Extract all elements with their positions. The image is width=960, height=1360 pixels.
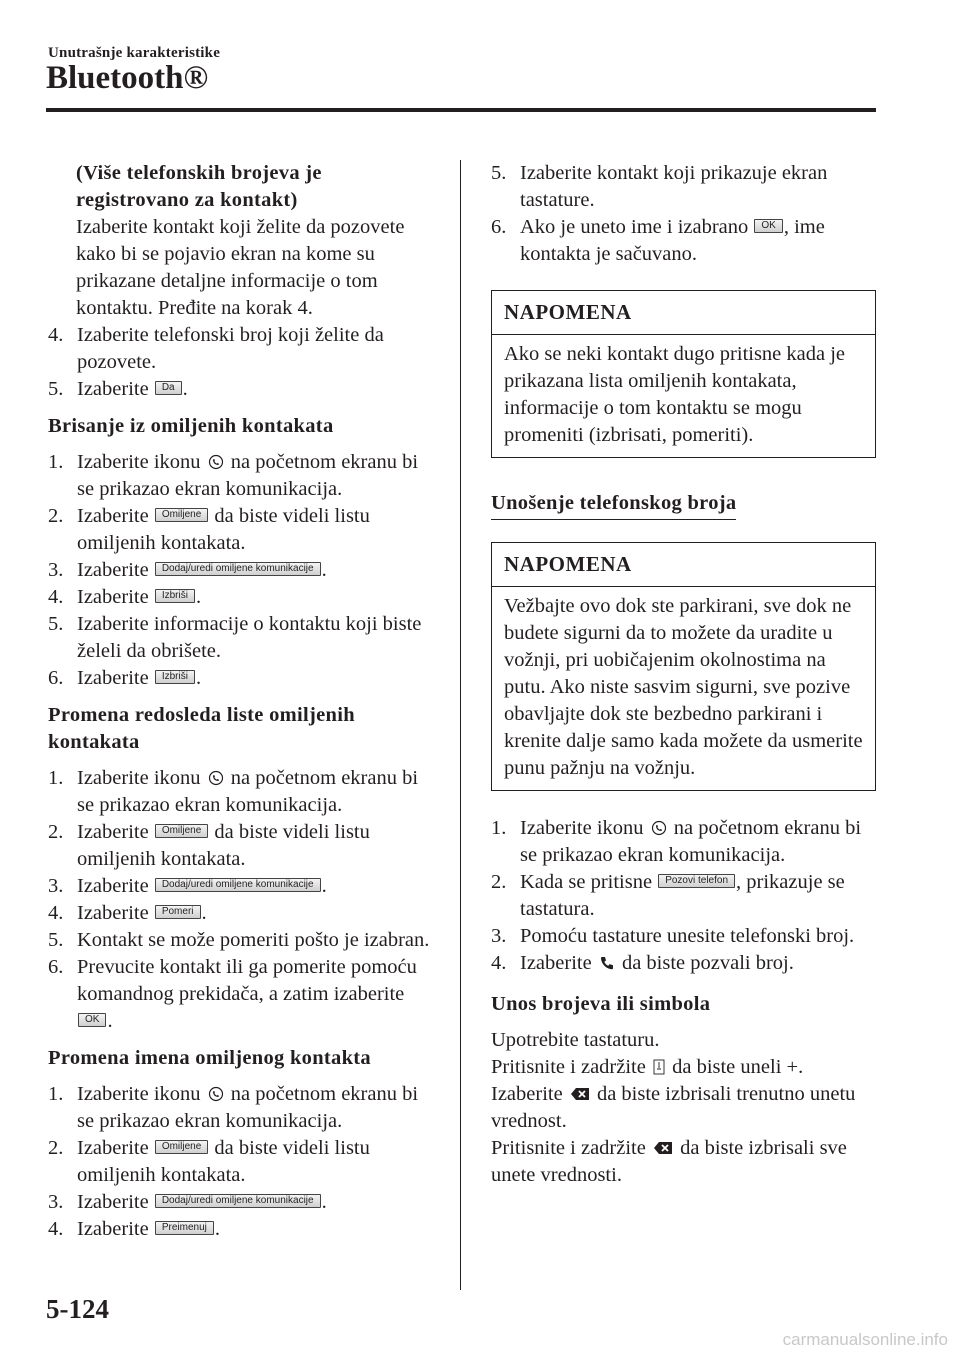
- phone-number-entry-heading: Unošenje telefonskog broja: [491, 490, 736, 520]
- note-title: NAPOMENA: [492, 291, 875, 335]
- list-item: [48, 376, 433, 403]
- multi-number-text: Izaberite kontakt koji želite da pozovete kako bi se pojavio ekran na kome su prikazane detaljne informacije o tom kontaktu. Pređite na korak 4.: [76, 216, 405, 319]
- step-text: .: [201, 902, 207, 924]
- list-item: [48, 1135, 433, 1189]
- list-item: [48, 873, 433, 900]
- phone-icon: [599, 955, 615, 971]
- ok-button[interactable]: OK: [78, 1013, 106, 1027]
- list-item: [48, 1216, 433, 1243]
- step-text: Izaberite: [520, 952, 592, 974]
- column-divider: [460, 160, 461, 1290]
- page-number: 5-124: [46, 1294, 109, 1324]
- step-text: Pomoću tastature unesite telefonski broj.: [520, 925, 855, 947]
- backspace-icon: [570, 1086, 590, 1102]
- step-number: 3.: [491, 925, 507, 947]
- step-text: .: [195, 586, 202, 608]
- step-text: Izaberite ikonu: [77, 767, 201, 789]
- step-text: .: [321, 1191, 327, 1213]
- list-item: [491, 869, 876, 923]
- list-item: [48, 1081, 433, 1135]
- move-button[interactable]: Pomeri: [155, 905, 201, 919]
- watermark: carmanualsonline.info: [782, 1330, 948, 1349]
- rename-favorite-heading: Promena imena omiljenog kontakta: [48, 1047, 371, 1069]
- note-title: NAPOMENA: [492, 543, 875, 587]
- favorites-button[interactable]: Omiljene: [155, 1140, 208, 1154]
- yes-button[interactable]: Da: [155, 381, 182, 395]
- communication-icon: [651, 820, 667, 836]
- step-text: Izaberite: [77, 1218, 149, 1240]
- step-number: 2.: [48, 821, 64, 843]
- delete-button[interactable]: Izbriši: [155, 670, 195, 684]
- step-text: Izaberite ikonu: [77, 451, 201, 473]
- step-text: Prevucite kontakt ili ga pomerite pomoću komandnog prekidača, a zatim izaberite: [77, 956, 417, 1005]
- step-number: 3.: [48, 559, 64, 581]
- step-text: da biste pozvali broj.: [621, 952, 794, 974]
- list-item: [48, 584, 433, 611]
- symbols-text: [491, 1135, 876, 1189]
- step-text: Izaberite: [77, 1191, 149, 1213]
- left-column: [48, 160, 433, 1243]
- step-text: .: [107, 1010, 113, 1032]
- step-number: 4.: [48, 1218, 64, 1240]
- step-text: Izaberite ikonu: [520, 817, 644, 839]
- list-item: [491, 950, 876, 977]
- favorites-button[interactable]: Omiljene: [155, 508, 208, 522]
- symbols-text: [491, 1054, 876, 1081]
- list-item: [48, 900, 433, 927]
- step-text: da biste videli listu omiljenih kontakata.: [77, 1137, 370, 1186]
- communication-icon: [208, 770, 224, 786]
- communication-icon: [208, 454, 224, 470]
- step-text: na početnom ekranu bi se prikazao ekran komunikacija.: [77, 767, 419, 816]
- step-number: 3.: [48, 1191, 64, 1213]
- step-number: 5.: [491, 162, 507, 184]
- list-item: [48, 954, 433, 1035]
- list-item: [48, 765, 433, 819]
- step-text: Kada se pritisne: [520, 871, 653, 893]
- step-number: 4.: [48, 324, 64, 346]
- step-number: 2.: [48, 505, 64, 527]
- multi-number-steps: [48, 322, 433, 403]
- section-label: Unutrašnje karakteristike: [48, 45, 221, 61]
- list-item: [48, 449, 433, 503]
- symbols-text: Upotrebite tastaturu.: [491, 1029, 660, 1051]
- step-text: Izaberite: [77, 1137, 149, 1159]
- step-text: Izaberite informacije o kontaktu koji biste želeli da obrišete.: [77, 613, 422, 662]
- symbols-heading: Unos brojeva ili simbola: [491, 993, 711, 1015]
- step-number: 3.: [48, 875, 64, 897]
- step-number: 5.: [48, 613, 64, 635]
- right-column: [491, 160, 876, 1189]
- header-rule: [46, 108, 876, 112]
- step-text: da biste videli listu omiljenih kontakata.: [77, 505, 370, 554]
- step-text: Izaberite telefonski broj koji želite da pozovete.: [77, 324, 384, 373]
- step-text: .: [182, 378, 188, 400]
- step-number: 6.: [491, 216, 507, 238]
- step-text: Izaberite: [77, 559, 149, 581]
- note-text: Vežbajte ovo dok ste parkirani, sve dok ne budete sigurni da to možete da uradite u vožnji, pri uobičajenim okolnostima na putu. Ako niste sasvim sigurni, sve pozive obavljajte dok ste bezbedno parkirani i krenite dalje samo kada možete da usmerite punu pažnju na vožnju.: [504, 595, 863, 779]
- step-text: .: [321, 875, 327, 897]
- step-number: 4.: [491, 952, 507, 974]
- list-item: [48, 557, 433, 584]
- list-item: [491, 923, 876, 950]
- step-text: Izaberite: [77, 505, 149, 527]
- backspace-icon: [653, 1140, 673, 1156]
- step-text: Izaberite kontakt koji prikazuje ekran tastature.: [520, 162, 828, 211]
- symbols-text-part: da biste uneli +.: [672, 1056, 804, 1078]
- step-text: Izaberite: [77, 821, 149, 843]
- symbols-text-part: da biste izbrisali trenutno unetu vrednost.: [491, 1083, 856, 1132]
- note-box: [491, 542, 876, 791]
- list-item: [491, 160, 876, 214]
- delete-favorites-heading: Brisanje iz omiljenih kontakata: [48, 415, 334, 437]
- step-text: Izaberite: [77, 875, 149, 897]
- step-text: , prikazuje se tastatura.: [520, 871, 845, 920]
- delete-favorites-steps: [48, 449, 433, 692]
- step-text: da biste videli listu omiljenih kontakata.: [77, 821, 370, 870]
- step-number: 1.: [48, 451, 64, 473]
- step-number: 1.: [491, 817, 507, 839]
- note-text: Ako se neki kontakt dugo pritisne kada je prikazana lista omiljenih kontakata, informacije o tom kontaktu se mogu promeniti (izbrisati, pomeriti).: [504, 343, 846, 446]
- list-item: [48, 665, 433, 692]
- step-text: Izaberite: [77, 378, 149, 400]
- step-text: na početnom ekranu bi se prikazao ekran komunikacija.: [77, 451, 419, 500]
- communication-icon: [208, 1086, 224, 1102]
- step-text: .: [321, 559, 327, 581]
- note-box: [491, 290, 876, 458]
- step-number: 5.: [48, 378, 64, 400]
- symbols-text-part: Izaberite: [491, 1083, 563, 1105]
- symbols-text-part: Pritisnite i zadržite: [491, 1137, 646, 1159]
- delete-button[interactable]: Izbriši: [155, 589, 195, 603]
- list-item: [48, 611, 433, 665]
- step-text: Izaberite: [77, 667, 149, 689]
- edit-favorites-button[interactable]: Dodaj/uredi omiljene komunikacije: [155, 878, 321, 892]
- plus-key-icon: [653, 1059, 665, 1075]
- list-item: [48, 503, 433, 557]
- step-text: Izaberite: [77, 902, 149, 924]
- step-number: 1.: [48, 767, 64, 789]
- step-text: .: [214, 1218, 220, 1240]
- step-text: Kontakt se može pomeriti pošto je izabran.: [77, 929, 430, 951]
- reorder-favorites-steps: [48, 765, 433, 1035]
- step-number: 5.: [48, 929, 64, 951]
- list-item: [48, 819, 433, 873]
- step-text: , ime kontakta je sačuvano.: [520, 216, 825, 265]
- chapter-title: Bluetooth®: [46, 60, 209, 96]
- symbols-text: [491, 1081, 876, 1135]
- reorder-favorites-heading: Promena redosleda liste omiljenih kontakata: [48, 704, 355, 753]
- ok-button[interactable]: OK: [754, 219, 782, 233]
- symbols-text-part: da biste izbrisali sve unete vrednosti.: [491, 1137, 847, 1186]
- step-number: 1.: [48, 1083, 64, 1105]
- step-text: .: [195, 667, 202, 689]
- step-number: 2.: [491, 871, 507, 893]
- rename-favorite-steps-continued: [491, 160, 876, 268]
- step-text: Izaberite: [77, 586, 149, 608]
- list-item: [491, 214, 876, 268]
- edit-favorites-button[interactable]: Dodaj/uredi omiljene komunikacije: [155, 562, 321, 576]
- list-item: [48, 1189, 433, 1216]
- rename-favorite-steps: [48, 1081, 433, 1243]
- list-item: [48, 322, 433, 376]
- list-item: [491, 815, 876, 869]
- favorites-button[interactable]: Omiljene: [155, 824, 208, 838]
- symbols-text-part: Pritisnite i zadržite: [491, 1056, 646, 1078]
- step-number: 4.: [48, 586, 64, 608]
- edit-favorites-button[interactable]: Dodaj/uredi omiljene komunikacije: [155, 1194, 321, 1208]
- step-number: 4.: [48, 902, 64, 924]
- step-number: 2.: [48, 1137, 64, 1159]
- call-phone-button[interactable]: Pozovi telefon: [658, 874, 735, 888]
- list-item: [48, 927, 433, 954]
- step-number: 6.: [48, 956, 64, 978]
- multi-number-heading: (Više telefonskih brojeva je registrovano za kontakt): [76, 162, 322, 211]
- phone-number-steps: [491, 815, 876, 977]
- step-text: Izaberite ikonu: [77, 1083, 201, 1105]
- step-text: na početnom ekranu bi se prikazao ekran komunikacija.: [77, 1083, 419, 1132]
- step-number: 6.: [48, 667, 64, 689]
- step-text: na početnom ekranu bi se prikazao ekran komunikacija.: [520, 817, 862, 866]
- rename-button[interactable]: Preimenuj: [155, 1221, 214, 1235]
- step-text: Ako je uneto ime i izabrano: [520, 216, 749, 238]
